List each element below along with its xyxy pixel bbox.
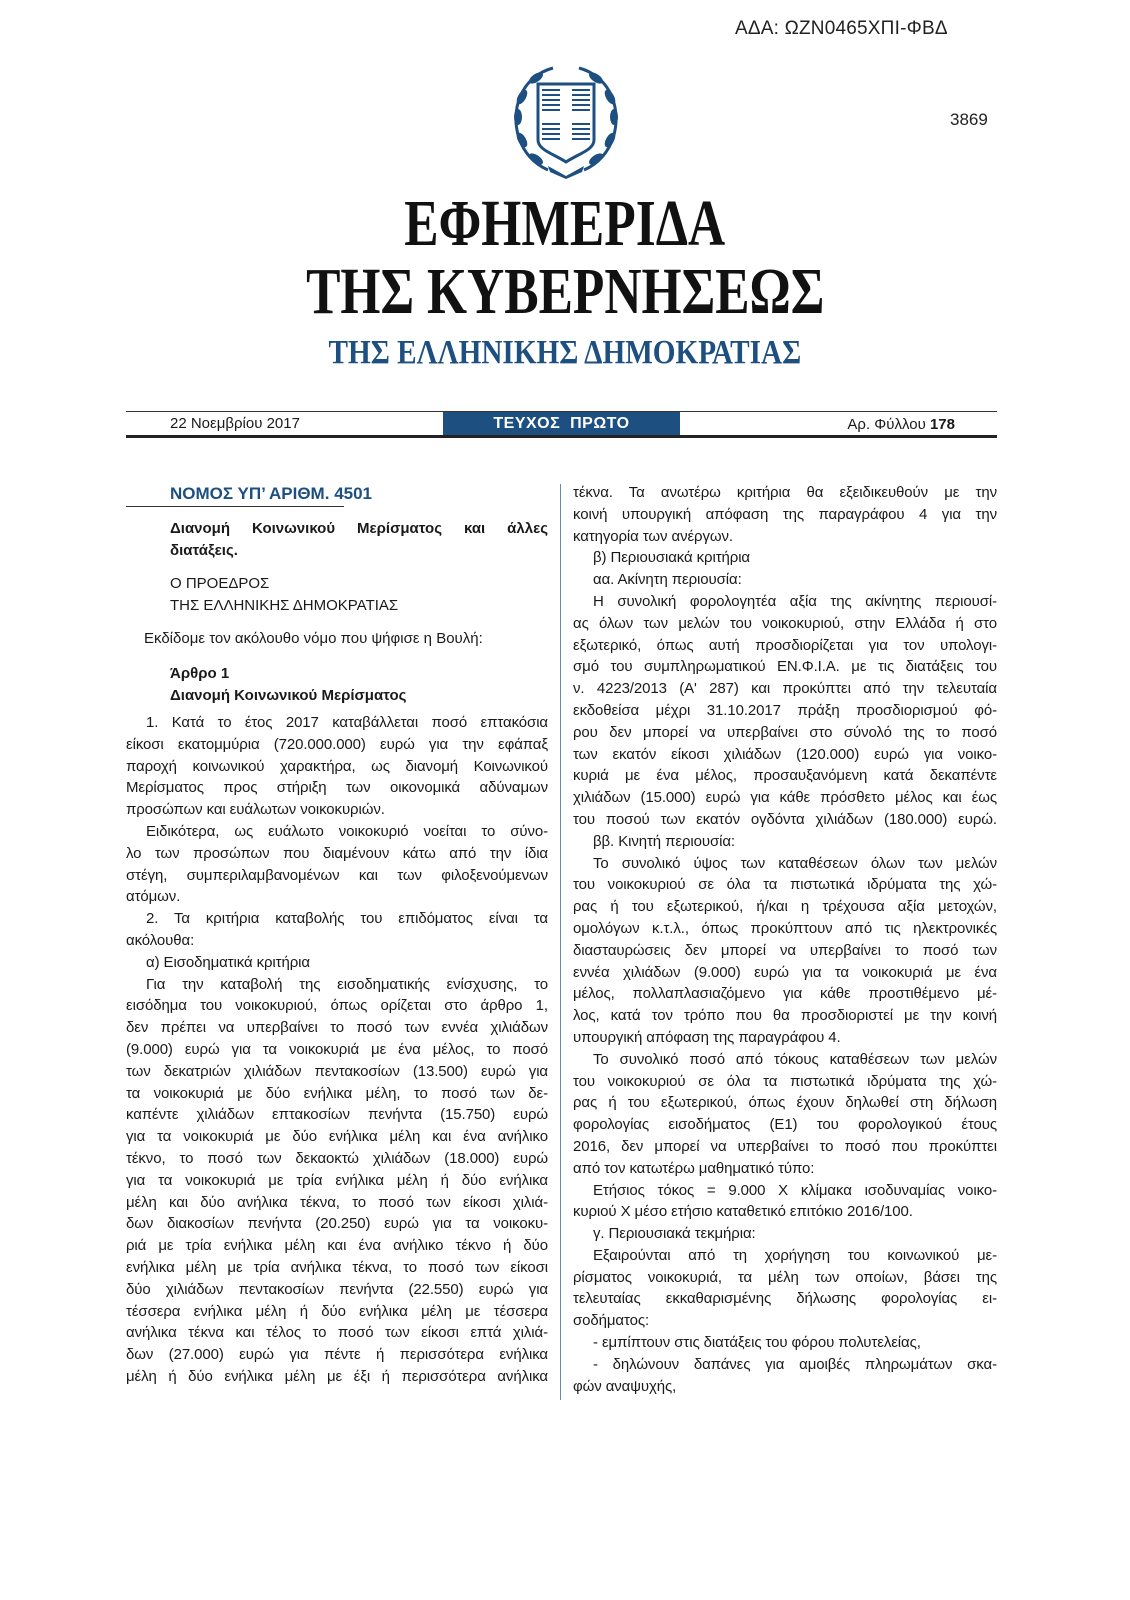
text-line: ρας ή του εξωτερικού, ή/και η τρέχουσα αξία μετοχών, — [573, 898, 997, 916]
text-line: από τον κατωτέρω μαθηματικό τύπο: — [573, 1159, 815, 1177]
president-line-2: ΤΗΣ ΕΛΛΗΝΙΚΗΣ ΔΗΜΟΚΡΑΤΙΑΣ — [170, 596, 399, 614]
text-line: κυριού Χ μέσο ετήσιο καταθετικό επιτόκιο 2016/100. — [573, 1203, 913, 1221]
text-line: μέλη ή δύο ενήλικα μέλη με έξι ή περισσότερα ανήλικα — [126, 1367, 548, 1385]
text-line: ας όλων των μελών του νοικοκυριού, στην Ελλάδα ή στο — [573, 614, 997, 632]
text-line: του νοικοκυριού σε όλα τα πιστωτικά ιδρύματα της χώ- — [573, 1072, 997, 1090]
text-line: ρίσματος νοικοκυριά, τα μέλη των οποίων, βάσει της — [573, 1268, 997, 1286]
masthead-line-1: ΕΦΗΜΕΡΙΔΑ — [404, 187, 726, 260]
text-line: του ποσού των εκατόν ογδόντα χιλιάδων (180.000) ευρώ. — [573, 810, 997, 828]
paragraph — [126, 974, 548, 1388]
text-line: καπέντε χιλιάδων επτακοσίων πενήντα (15.750) ευρώ — [126, 1106, 548, 1124]
paragraph — [573, 547, 997, 569]
masthead-line-3: ΤΗΣ ΕΛΛΗΝΙΚΗΣ ΔΗΜΟΚΡΑΤΙΑΣ — [328, 334, 802, 371]
text-line: είκοσι εκατομμύρια (720.000.000) ευρώ για την εφάπαξ — [126, 735, 548, 753]
text-line: υπουργική απόφαση της παραγράφου 4. — [573, 1028, 841, 1046]
text-line: φορολογίας εισοδήματος (Ε1) του φορολογικού έτους — [573, 1116, 997, 1134]
law-title-underline — [126, 506, 344, 507]
text-line: - δηλώνουν δαπάνες για αμοιβές πληρωμάτων σκα- — [593, 1355, 997, 1373]
issue-date: 22 Νοεμβρίου 2017 — [170, 415, 300, 432]
paragraph — [573, 482, 997, 547]
text-line: διασταυρώσεις δεν μπορεί να υπερβαίνει το ποσό των — [573, 941, 997, 959]
text-line: Η συνολική φορολογητέα αξία της ακίνητης περιουσί- — [593, 592, 997, 610]
text-line: δεν πρέπει να υπερβαίνει το ποσό των εννέα χιλιάδων — [126, 1019, 548, 1037]
left-column — [126, 712, 548, 1388]
enactment-formula: Εκδίδομε τον ακόλουθο νόμο που ψήφισε η Βουλή: — [144, 630, 483, 647]
issue-badge: ΤΕΥΧΟΣ ΠΡΩΤΟ — [443, 412, 680, 435]
masthead-title — [0, 186, 1130, 262]
text-line: Ετήσιος τόκος = 9.000 Χ κλίμακα ισοδυναμίας νοικο- — [593, 1181, 997, 1199]
paragraph — [126, 908, 548, 952]
right-column — [573, 482, 997, 1397]
text-line: εξωτερικό, όπως αυτή προσδιορίζεται για τον υπολογι- — [573, 636, 997, 654]
paragraph — [573, 1049, 997, 1180]
paragraph — [126, 712, 548, 821]
law-title-label: ΝΟΜΟΣ ΥΠ’ ΑΡΙΘΜ. — [170, 484, 330, 503]
text-line: α) Εισοδηματικά κριτήρια — [146, 953, 310, 971]
text-line: ενήλικα μέλη με τρία ανήλικα τέκνα, το ποσό των είκοσι — [126, 1258, 548, 1276]
paragraph — [126, 952, 548, 974]
paragraph — [573, 1245, 997, 1332]
paragraph — [126, 821, 548, 908]
masthead-line-2: ΤΗΣ ΚΥΒΕΡΝΗΣΕΩΣ — [305, 255, 825, 328]
law-subject-line-2: διατάξεις. — [170, 541, 238, 559]
text-line: ββ. Κινητή περιουσία: — [593, 832, 735, 850]
text-line: εννέα χιλιάδων (9.000) ευρώ για τα νοικοκυριά με ένα — [573, 963, 997, 981]
sheet-label: Αρ. Φύλλου — [847, 416, 926, 433]
text-line: τα νοικοκυριά με δύο ενήλικα μέλη, το ποσό των δε- — [126, 1084, 548, 1102]
text-line: ακόλουθα: — [126, 931, 195, 949]
text-line: μέλος, πολλαπλασιαζόμενο για κάθε προστιθέμενο μέ- — [573, 985, 997, 1003]
text-line: ομολόγων κ.τ.λ., όπως προκύπτουν από τις ηλεκτρονικές — [573, 919, 997, 937]
text-line: γ. Περιουσιακά τεκμήρια: — [593, 1225, 756, 1243]
text-line: δων (27.000) ευρώ για πέντε ή περισσότερα ενήλικα — [126, 1346, 548, 1364]
paragraph — [573, 569, 997, 591]
law-title — [170, 484, 372, 504]
text-line: κυριά με ένα μέλος, προσαυξανόμενη κατά δεκαπέντε — [573, 767, 997, 785]
text-line: των εκατόν είκοσι χιλιάδων (120.000) ευρώ για νοικο- — [573, 745, 997, 763]
text-line: δύο χιλιάδων πεντακοσίων πενήντα (22.550) ευρώ για — [126, 1280, 548, 1298]
text-line: τέκνα. Τα ανωτέρω κριτήρια θα εξειδικευθούν με την — [573, 484, 997, 501]
page-number: 3869 — [950, 110, 988, 129]
text-line: προσώπων και ευάλωτων νοικοκυριών. — [126, 801, 385, 819]
sheet-number-value: 178 — [929, 416, 955, 433]
text-line: κοινή υπουργική απόφαση της παραγράφου 4 για την — [573, 505, 997, 523]
text-line: σοδήματος: — [573, 1312, 650, 1330]
law-number: 4501 — [334, 484, 373, 503]
text-line: αα. Ακίνητη περιουσία: — [593, 571, 742, 589]
paragraph — [573, 831, 997, 853]
paragraph — [573, 1223, 997, 1245]
text-line: Ειδικότερα, ως ευάλωτο νοικοκυριό νοείται το σύνο- — [146, 822, 548, 840]
text-line: Εξαιρούνται από τη χορήγηση του κοινωνικού με- — [593, 1246, 997, 1264]
text-line: σμό του συμπληρωματικού ΕΝ.Φ.Ι.Α. με τις διατάξεις του — [573, 658, 997, 676]
president-heading — [170, 573, 398, 617]
president-line-1: Ο ΠΡΟΕΔΡΟΣ — [170, 575, 270, 592]
text-line: ριά με τρία ενήλικα μέλη και ένα ανήλικο τέκνο ή δύο — [126, 1237, 548, 1255]
text-line: 1. Κατά το έτος 2017 καταβάλλεται ποσό επτακόσια — [146, 714, 548, 731]
text-line: ρας ή του εξωτερικού, όπως έχουν δηλωθεί στη δήλωση — [573, 1094, 997, 1112]
text-line: (9.000) ευρώ για τα νοικοκυριά με ένα μέλος, το ποσό — [126, 1040, 548, 1058]
text-line: εκδοθείσα μέχρι 31.10.2017 πράξη προσδιορισμού φό- — [573, 701, 997, 719]
text-line: Το συνολικό ύψος των καταθέσεων όλων των μελών — [593, 854, 997, 872]
article-title: Διανομή Κοινωνικού Μερίσματος — [170, 686, 407, 704]
text-line: του νοικοκυριού σε όλα τα πιστωτικά ιδρύματα της χώ- — [573, 876, 997, 894]
article-heading — [170, 663, 406, 707]
header-rule-bottom — [126, 435, 997, 438]
paragraph — [573, 591, 997, 831]
text-line: 2016, δεν μπορεί να υπερβαίνει το ποσό που προκύπτει — [573, 1137, 997, 1155]
text-line: παροχή κοινωνικού χαρακτήρα, ως διανομή Κοινωνικού — [126, 757, 548, 775]
text-line: για τα νοικοκυριά με δύο ενήλικα μέλη και ένα ανήλικο — [126, 1128, 548, 1146]
text-line: τελευταίας εκκαθαρισμένης δήλωσης φορολογίας ει- — [573, 1290, 997, 1308]
article-number: Άρθρο 1 — [170, 665, 230, 682]
text-line: χιλιάδων (15.000) ευρώ για κάθε πρόσθετο μέλος και έως — [573, 789, 997, 807]
law-subject — [170, 518, 548, 562]
text-line: 2. Τα κριτήρια καταβολής του επιδόματος είναι τα — [146, 910, 548, 928]
text-line: λο των προσώπων που διαμένουν κάτω από την ίδια — [126, 844, 548, 862]
text-line: φών αναψυχής, — [573, 1377, 677, 1395]
law-subject-line-1: Διανομή Κοινωνικού Μερίσματος και άλλες — [170, 520, 548, 537]
text-line: τέσσερα ενήλικα μέλη ή δύο ενήλικα μέλη με τέσσερα — [126, 1302, 548, 1320]
text-line: ανήλικα τέκνα και τέλος το ποσό των είκοσι επτά χιλιά- — [126, 1324, 548, 1342]
text-line: - εμπίπτουν στις διατάξεις του φόρου πολυτελείας, — [593, 1334, 921, 1352]
text-line: κατηγορία των ανέργων. — [573, 527, 733, 545]
text-line: ατόμων. — [126, 888, 181, 906]
text-line: λος, κατά τον τρόπο που θα προσδιοριστεί με την κοινή — [573, 1007, 997, 1025]
text-line: Μερίσματος προς στήριξη των οικονομικά αδύναμων — [126, 779, 548, 797]
column-divider — [560, 484, 561, 1400]
text-line: στέγη, συμπεριλαμβανομένων και των φιλοξενούμενων — [126, 866, 548, 884]
text-line: Το συνολικό ποσό από τόκους καταθέσεων των μελών — [593, 1050, 997, 1068]
text-line: τέκνο, το ποσό των δεκαοκτώ χιλιάδων (18.000) ευρώ — [126, 1149, 548, 1167]
text-line: ρου δεν μπορεί να υπερβαίνει στο σύνολό της το ποσό — [573, 723, 997, 741]
text-line: εισόδημα του νοικοκυριού, όπως ορίζεται στο άρθρο 1, — [126, 997, 548, 1015]
masthead-republic — [0, 334, 1130, 372]
text-line: ν. 4223/2013 (Α' 287) και προκύπτει από την τελευταία — [573, 680, 997, 698]
ada-code: ΑΔΑ: ΩΖΝ0465ΧΠΙ-ΦΒΔ — [735, 18, 948, 39]
greek-coat-of-arms-icon — [508, 62, 624, 180]
text-line: μέλη και δύο ανήλικα τέκνα, το ποσό των είκοσι χιλιά- — [126, 1193, 548, 1211]
text-line: για τα νοικοκυριά με τρία ενήλικα μέλη ή δύο ενήλικα — [126, 1171, 548, 1189]
paragraph — [573, 1354, 997, 1398]
text-line: Για την καταβολή της εισοδηματικής ενίσχυσης, το — [146, 975, 548, 993]
paragraph — [573, 853, 997, 1049]
paragraph — [573, 1180, 997, 1224]
masthead-subtitle — [0, 254, 1130, 330]
text-line: β) Περιουσιακά κριτήρια — [593, 549, 751, 567]
text-line: δων διακοσίων πενήντα (20.250) ευρώ για τα νοικοκυ- — [126, 1215, 548, 1233]
paragraph — [573, 1332, 997, 1354]
sheet-number — [790, 416, 955, 433]
text-line: των δεκατριών χιλιάδων πεντακοσίων (13.500) ευρώ για — [126, 1062, 548, 1080]
